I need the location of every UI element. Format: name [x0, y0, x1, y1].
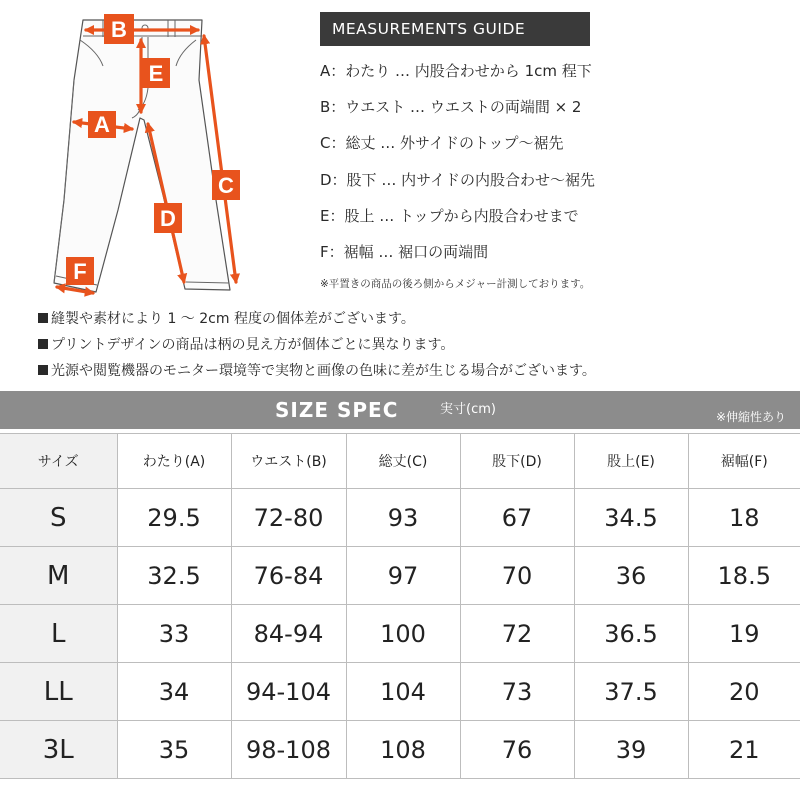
size-spec-header — [0, 391, 800, 429]
svg-text:B: B — [111, 17, 127, 42]
note-item: 光源や閲覧機器のモニター環境等で実物と画像の色味に差が生じる場合がございます。 — [38, 361, 596, 387]
value-cell: 20 — [688, 663, 800, 721]
table-row — [0, 547, 800, 605]
value-cell: 100 — [346, 605, 460, 663]
label-d — [154, 203, 182, 233]
value-cell: 21 — [688, 721, 800, 779]
value-cell: 93 — [346, 489, 460, 547]
value-cell: 76-84 — [231, 547, 346, 605]
value-cell: 72 — [460, 605, 574, 663]
value-cell: 73 — [460, 663, 574, 721]
measurements-guide-list — [320, 58, 595, 275]
guide-item-f: F：裾幅 … 裾口の両端間 — [320, 242, 489, 261]
guide-item-b: B：ウエスト … ウエストの両端間 × 2 — [320, 98, 582, 117]
value-cell: 34 — [117, 663, 231, 721]
measurement-method-note: ※平置きの商品の後ろ側からメジャー計測しております。 — [320, 278, 591, 290]
stretch-note: ※伸縮性あり — [715, 410, 786, 424]
table-row — [0, 663, 800, 721]
svg-text:D: D — [160, 206, 176, 231]
value-cell: 36.5 — [574, 605, 688, 663]
square-bullet-icon — [38, 365, 48, 375]
header-inseam: 股下(D) — [460, 434, 574, 489]
guide-item-a: A：わたり … 内股合わせから 1cm 程下 — [320, 62, 592, 80]
header-rise: 股上(E) — [574, 434, 688, 489]
size-cell: 3L — [0, 721, 117, 779]
header-waist: ウエスト(B) — [231, 434, 346, 489]
value-cell: 70 — [460, 547, 574, 605]
size-cell: L — [0, 605, 117, 663]
header-thigh: わたり(A) — [117, 434, 231, 489]
label-e — [142, 58, 170, 88]
value-cell: 72-80 — [231, 489, 346, 547]
label-b — [104, 14, 134, 44]
size-cell: LL — [0, 663, 117, 721]
svg-text:F: F — [73, 259, 87, 284]
value-cell: 98-108 — [231, 721, 346, 779]
value-cell: 19 — [688, 605, 800, 663]
svg-text:E: E — [148, 61, 164, 86]
label-f — [66, 257, 94, 285]
value-cell: 18 — [688, 489, 800, 547]
value-cell: 108 — [346, 721, 460, 779]
value-cell: 36 — [574, 547, 688, 605]
svg-text:C: C — [218, 173, 234, 198]
value-cell: 32.5 — [117, 547, 231, 605]
header-size: サイズ — [0, 434, 117, 489]
value-cell: 76 — [460, 721, 574, 779]
product-notes — [38, 309, 596, 387]
value-cell: 97 — [346, 547, 460, 605]
label-c — [212, 170, 240, 200]
value-cell: 39 — [574, 721, 688, 779]
square-bullet-icon — [38, 339, 48, 349]
value-cell: 94-104 — [231, 663, 346, 721]
value-cell: 84-94 — [231, 605, 346, 663]
square-bullet-icon — [38, 313, 48, 323]
table-row — [0, 489, 800, 547]
table-row — [0, 721, 800, 779]
guide-item-d: D：股下 … 内サイドの内股合わせ～裾先 — [320, 170, 596, 189]
size-spec-unit: 実寸(cm) — [440, 402, 496, 417]
value-cell: 104 — [346, 663, 460, 721]
table-header-row — [0, 434, 800, 489]
note-item: プリントデザインの商品は柄の見え方が個体ごとに異なります。 — [38, 335, 596, 361]
header-length: 総丈(C) — [346, 434, 460, 489]
measurements-guide-title: MEASUREMENTS GUIDE — [320, 12, 590, 46]
size-cell: S — [0, 489, 117, 547]
size-cell: M — [0, 547, 117, 605]
value-cell: 18.5 — [688, 547, 800, 605]
header-hem: 裾幅(F) — [688, 434, 800, 489]
size-spec-title: SIZE SPEC — [275, 398, 399, 422]
value-cell: 29.5 — [117, 489, 231, 547]
value-cell: 35 — [117, 721, 231, 779]
value-cell: 37.5 — [574, 663, 688, 721]
table-row — [0, 605, 800, 663]
value-cell: 67 — [460, 489, 574, 547]
svg-text:A: A — [94, 112, 110, 137]
value-cell: 33 — [117, 605, 231, 663]
size-spec-table — [0, 433, 800, 779]
guide-item-c: C：総丈 … 外サイドのトップ～裾先 — [320, 134, 564, 153]
pants-measurement-diagram — [0, 0, 310, 305]
value-cell: 34.5 — [574, 489, 688, 547]
note-item: 縫製や素材により 1 ～ 2cm 程度の個体差がございます。 — [38, 309, 596, 335]
label-a — [88, 111, 116, 138]
guide-item-e: E：股上 … トップから内股合わせまで — [320, 206, 579, 225]
